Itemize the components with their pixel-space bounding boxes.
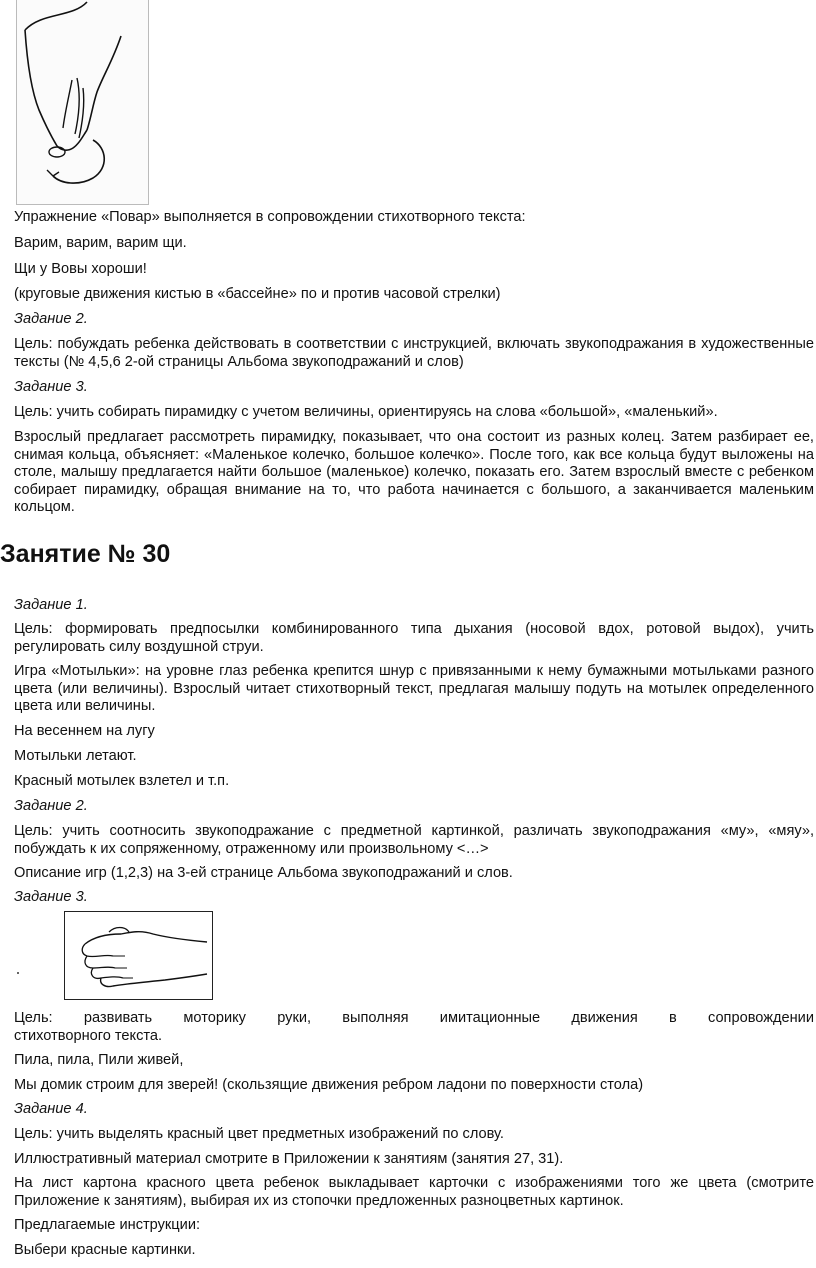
paragraph: Игра «Мотыльки»: на уровне глаз ребенка крепится шнур с привязанными к нему бумажными мотыльками разного цвета (или величины). Взрослый читает стихотворный текст, предлагая малышу подуть на мотылек определенного цвета или величины. (14, 663, 814, 714)
paragraph: Цель: учить соотносить звукоподражание с предметной картинкой, различать звукоподражания «му», «мяу», побуждать к их сопряженному, отраженному или произвольному <…> (14, 823, 814, 857)
task-label: Задание 3. (14, 889, 88, 905)
paragraph-line: Цель: развивать моторику руки, выполняя имитационные движения в сопровождении (14, 1010, 814, 1026)
flat-hand-illustration (64, 911, 213, 1000)
paragraph: Упражнение «Повар» выполняется в сопровождении стихотворного текста: (14, 209, 526, 225)
paragraph: Цель: формировать предпосылки комбинированного типа дыхания (носовой вдох, ротовой выдох), учить регулировать силу воздушной струи. (14, 621, 814, 655)
paragraph: Взрослый предлагает рассмотреть пирамидку, показывает, что она состоит из разных колец. Затем разбирает ее, снимая кольца, объясняет: «Маленькое колечко, большое колечко». После того, как все кольца будут выложены на столе, малышу предлагается найти большое (маленькое) колечко, показать его. Затем взрослый вместе с ребенком собирает пирамидку, обращая внимание на то, что работа начинается с большого, а заканчивается маленьким кольцом. (14, 429, 814, 515)
section-heading: Занятие № 30 (0, 540, 171, 568)
hand-stirring-illustration (16, 0, 149, 205)
hand-stirring-drawing (17, 0, 148, 204)
task-label: Задание 3. (14, 379, 88, 395)
poem-line: Мы домик строим для зверей! (скользящие движения ребром ладони по поверхности стола) (14, 1077, 644, 1093)
task-label: Задание 4. (14, 1101, 88, 1117)
paragraph: (круговые движения кистью в «бассейне» по и против часовой стрелки) (14, 286, 501, 302)
poem-line: Мотыльки летают. (14, 748, 137, 764)
poem-line: Пила, пила, Пили живей, (14, 1052, 184, 1068)
task-label: Задание 2. (14, 311, 88, 327)
paragraph: Цель: учить собирать пирамидку с учетом величины, ориентируясь на слова «большой», «маленький». (14, 404, 718, 420)
paragraph: Выбери красные картинки. (14, 1242, 196, 1258)
task-label: Задание 1. (14, 597, 88, 613)
poem-line: Варим, варим, варим щи. (14, 235, 187, 251)
paragraph-line: стихотворного текста. (14, 1028, 163, 1044)
paragraph: Иллюстративный материал смотрите в Приложении к занятиям (занятия 27, 31). (14, 1151, 564, 1167)
poem-line: Красный мотылек взлетел и т.п. (14, 773, 230, 789)
paragraph (14, 1010, 814, 1028)
paragraph: Цель: учить выделять красный цвет предметных изображений по слову. (14, 1126, 504, 1142)
task-label: Задание 2. (14, 798, 88, 814)
paragraph: Предлагаемые инструкции: (14, 1217, 201, 1233)
flat-hand-drawing (65, 912, 212, 999)
paragraph: На лист картона красного цвета ребенок выкладывает карточки с изображениями того же цвета (смотрите Приложение к занятиям), выбирая их из стопочки предложенных разноцветных картинок. (14, 1175, 814, 1209)
paragraph: Описание игр (1,2,3) на 3-ей странице Альбома звукоподражаний и слов. (14, 865, 513, 881)
poem-line: Щи у Вовы хороши! (14, 261, 147, 277)
stray-mark (17, 972, 19, 974)
poem-line: На весеннем на лугу (14, 723, 155, 739)
paragraph: Цель: побуждать ребенка действовать в соответствии с инструкцией, включать звукоподражания в художественные тексты (№ 4,5,6 2-ой страницы Альбома звукоподражаний и слов) (14, 336, 814, 370)
